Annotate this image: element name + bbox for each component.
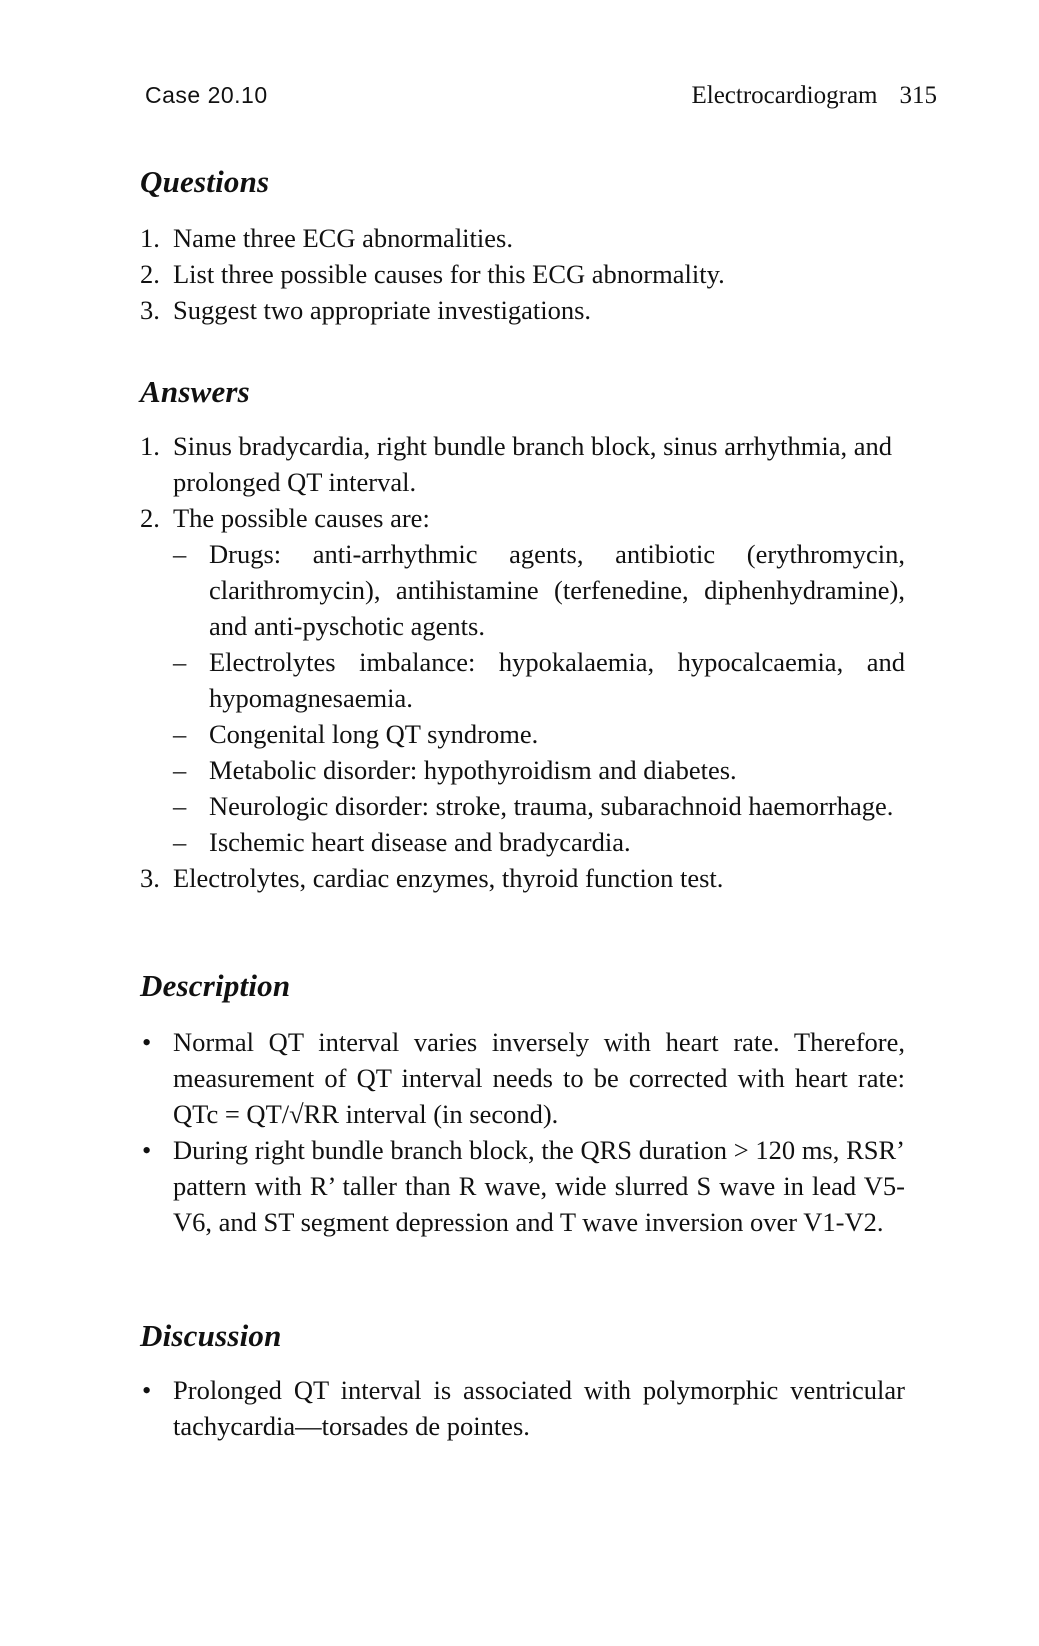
answers-heading: Answers (140, 374, 250, 409)
sublist-item (173, 716, 905, 752)
bullet-marker: • (142, 1135, 152, 1165)
bullet-text: During right bundle branch block, the QRS duration > 120 ms, RSR’ pattern with R’ taller than R wave, wide slurred S wave in lead V5-V6, and ST segment depression and T wave inversion over V1-V2. (173, 1135, 905, 1237)
chapter-name: Electrocardiogram (691, 82, 878, 109)
description-list (140, 1024, 905, 1240)
item-number: 2. (140, 259, 160, 289)
item-text: List three possible causes for this ECG abnormality. (173, 259, 725, 289)
questions-heading: Questions (140, 164, 270, 199)
item-number: 2. (140, 503, 160, 533)
list-item (140, 292, 905, 328)
list-item (140, 500, 905, 860)
sublist-item (173, 644, 905, 716)
item-number: 1. (140, 223, 160, 253)
bullet-text: Normal QT interval varies inversely with heart rate. Therefore, measurement of QT interval needs to be corrected with heart rate: QTc = QT/√RR interval (in second). (173, 1027, 905, 1129)
running-header (145, 82, 937, 122)
dash-marker: – (173, 719, 187, 749)
bullet-item (140, 1372, 905, 1444)
case-label: Case 20.10 (145, 82, 268, 108)
bullet-text: Prolonged QT interval is associated with polymorphic ventricular tachycardia—torsades de pointes. (173, 1375, 905, 1441)
discussion-list (140, 1372, 905, 1444)
item-text: Suggest two appropriate investigations. (173, 295, 592, 325)
subitem-text: Drugs: anti-arrhythmic agents, antibiotic (erythromycin, clarithromycin), antihistamine (terfenedine, diphenhydramine), and anti-pyschotic agents. (209, 539, 905, 641)
dash-marker: – (173, 647, 187, 677)
subitem-text: Ischemic heart disease and bradycardia. (209, 827, 631, 857)
bullet-item (140, 1132, 905, 1240)
dash-marker: – (173, 539, 187, 569)
sublist-item (173, 788, 905, 824)
item-text: Sinus bradycardia, right bundle branch block, sinus arrhythmia, and prolonged QT interval. (173, 431, 893, 497)
list-item (140, 220, 905, 256)
page-number: 315 (899, 82, 937, 109)
sublist-item (173, 824, 905, 860)
item-text: Name three ECG abnormalities. (173, 223, 513, 253)
discussion-heading: Discussion (140, 1318, 282, 1353)
list-item (140, 860, 905, 896)
answers-list (140, 428, 905, 896)
subitem-text: Neurologic disorder: stroke, trauma, subarachnoid haemorrhage. (209, 791, 894, 821)
sublist-item (173, 536, 905, 644)
list-item (140, 428, 905, 500)
sublist-item (173, 752, 905, 788)
dash-marker: – (173, 827, 187, 857)
item-number: 3. (140, 295, 160, 325)
subitem-text: Metabolic disorder: hypothyroidism and diabetes. (209, 755, 737, 785)
chapter-title (691, 82, 937, 110)
bullet-marker: • (142, 1375, 152, 1405)
description-heading: Description (140, 968, 291, 1003)
item-number: 1. (140, 431, 160, 461)
dash-marker: – (173, 791, 187, 821)
questions-list (140, 220, 905, 328)
bullet-item (140, 1024, 905, 1132)
item-text: The possible causes are: (173, 503, 430, 533)
item-text: Electrolytes, cardiac enzymes, thyroid function test. (173, 863, 724, 893)
bullet-marker: • (142, 1027, 152, 1057)
dash-marker: – (173, 755, 187, 785)
causes-sublist (173, 536, 905, 860)
subitem-text: Electrolytes imbalance: hypokalaemia, hypocalcaemia, and hypomagnesaemia. (209, 647, 905, 713)
list-item (140, 256, 905, 292)
subitem-text: Congenital long QT syndrome. (209, 719, 539, 749)
item-number: 3. (140, 863, 160, 893)
